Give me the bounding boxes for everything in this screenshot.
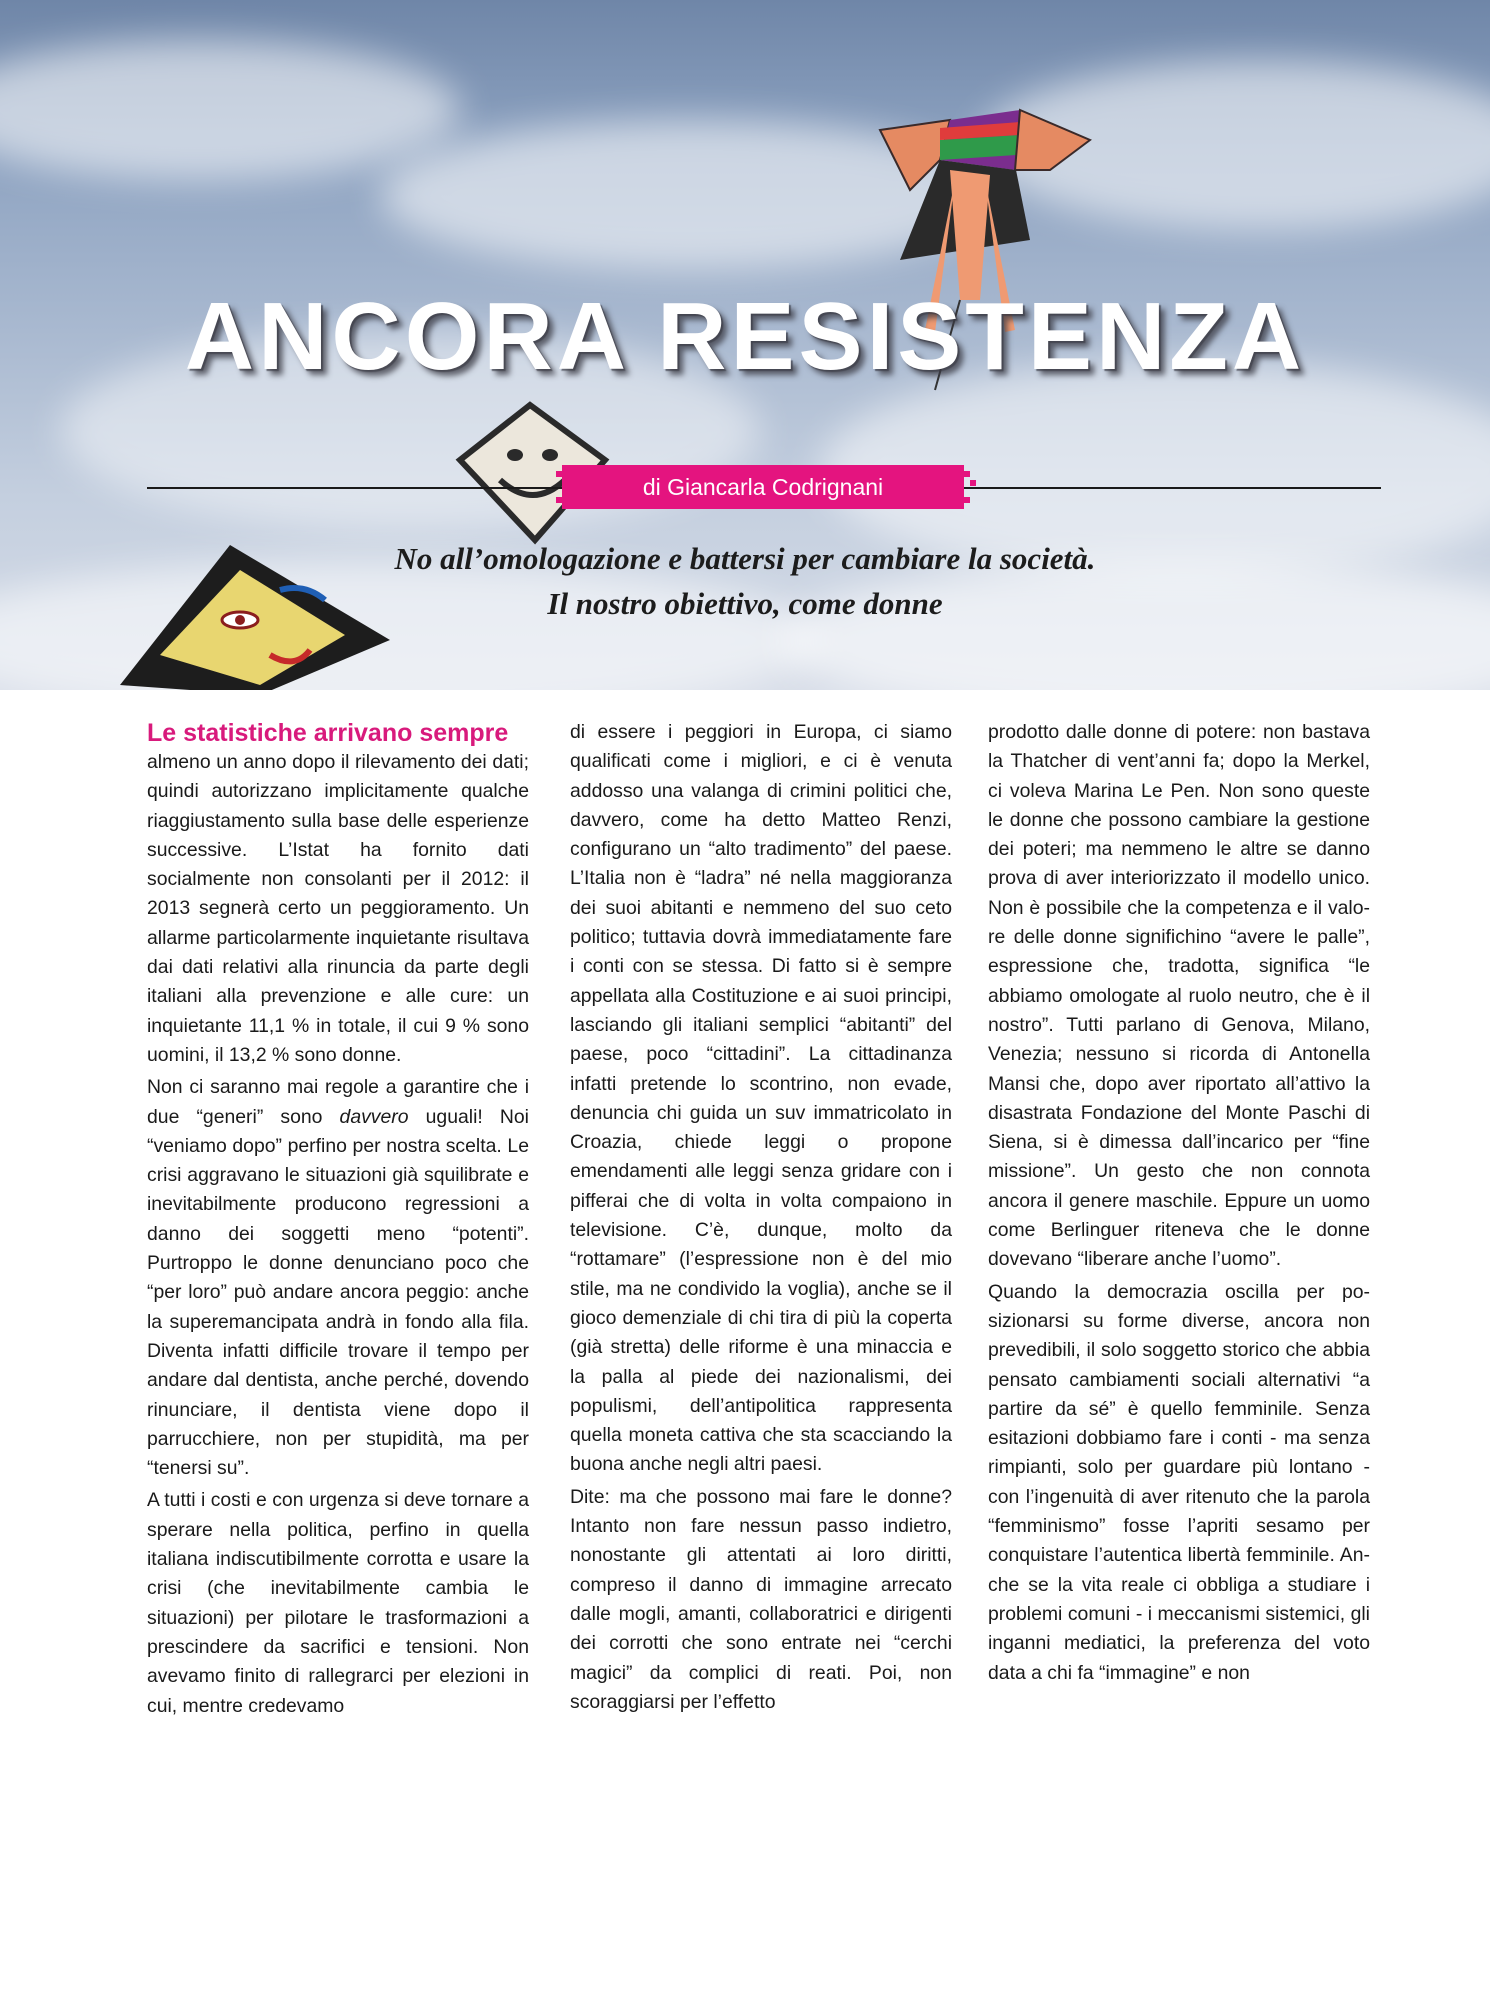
author-byline-text: di Giancarla Codrignani bbox=[642, 473, 884, 500]
paragraph-text: uguali! Noi “veniamo dopo” perfino per nostra scelta. Le crisi aggravano le situazioni già squilibrate e inevitabilmente producono regressioni a danno dei soggetti meno “potenti”. Purtroppo le donne denunciano poco che “per loro” può andare ancora peggio: anche la superemancipata andrà in fondo alla fila. Diventa infatti difficile trovare il tempo per andare dal dentista, anche perché, dovendo rinunciare, il dentista viene dopo il parrucchiere, non per stupidità, ma per “tenersi su”. bbox=[147, 1105, 529, 1480]
byline-pixel-decoration bbox=[964, 497, 970, 503]
lead-in-heading: Le statistiche arrivano sempre bbox=[147, 719, 509, 747]
paragraph-text: Non ci saranno mai regole a garantire che i due “generi” sono bbox=[147, 1076, 529, 1128]
article-title: ANCORA RESISTENZA bbox=[184, 283, 1306, 390]
paragraph: almeno un anno dopo il rilevamento dei dati; quindi autorizzano implicitamente qualche riaggiustamento sulla base delle esperienze successive. L’Istat ha fornito dati socialmente non consolanti per il 2012: il 2013 segnerà certo un peggioramento. Un allarme particolarmente inquietante risultava dai dati relativi alla rinuncia da parte degli italiani alla prevenzione e alle cure: un inquietante 11,1 % in totale, il cui 9 % sono uomini, il 13,2 % sono donne. bbox=[147, 751, 529, 1066]
byline-rule-right bbox=[960, 487, 1381, 489]
paragraph: A tutti i costi e con urgenza si deve tornare a sperare nella politica, perfino in quella italiana indiscutibilmente corrotta e usare la crisi (che inevitabilmente cambia le situazioni) per pilotare le trasformazioni a prescindere da sacrifici e tensioni. Non avevamo finito di rallegrarci per elezioni in cui, mentre credevamo bbox=[147, 1489, 529, 1717]
text-column-3 bbox=[988, 718, 1370, 1691]
subtitle-line-1: No all’omologazione e battersi per cambiare la società. bbox=[394, 541, 1096, 576]
author-byline bbox=[562, 465, 964, 509]
paragraph: Quando la democrazia oscilla per posizionarsi su forme diverse, ancora non prevedibili, il solo soggetto storico che abbia pensato cambiamenti sociali alternativi “a partire da sé” è quello femminile. Senza esitazioni dobbiamo fare i conti - ma senza rimpianti, solo per guardare più lontano - con l’ingenuità di aver ritenuto che la parola “femminismo” fosse l’apriti sesamo per conquistare l’autentica libertà femminile. Anche se la vita reale ci obbliga a studiare i problemi comuni - i meccanismi sistemici, gli inganni mediatici, la preferenza del voto data a chi fa “immagine” e non bbox=[988, 1280, 1370, 1684]
byline-pixel-decoration bbox=[964, 471, 970, 477]
paragraph: di essere i peggiori in Europa, ci siamo qualificati come i migliori, e ci è venuta addosso una valanga di crimini politici che, davvero, come ha detto Matteo Renzi, configurano un “alto tradimento” del paese. L’Italia non è “ladra” né nella maggioranza dei suoi abitanti e nemmeno del suo ceto politico; tuttavia dovrà immediatamente fare i conti con se stessa. Di fatto si è sempre appellata alla Costituzione e ai suoi principi, lasciando gli italiani semplici “abitanti” del paese, poco “cittadini”. La cittadinanza infatti pretende lo scontrino, non evade, denuncia chi guida un suv immatricolato in Croazia, chiede leggi o propone emendamenti alle leggi senza gridare con i pifferai che di volta in volta compaiono in televisione. C’è, dunque, molto da “rottamare” (l’espressione non è del mio stile, ma ne condivido la voglia), anche se il gioco demenziale di chi tira di più la coperta (già stretta) delle riforme è una minaccia e la palla al piede dei nazionalismi, dei populismi, dell’antipolitica rappresenta quella moneta cattiva che sta scacciando la buona anche negli altri paesi. bbox=[570, 721, 952, 1476]
article-subtitle bbox=[0, 536, 1490, 626]
text-column-2 bbox=[570, 718, 952, 1720]
paragraph: Dite: ma che possono mai fare le donne? Intanto non fare nessun passo indietro, nonostante gli attentati ai loro diritti, compreso il danno di immagine arrecato dalle mogli, amanti, collaboratrici e dirigenti dei corrotti che sono entrate nei “cerchi magici” da complici di reati. Poi, non scoraggiarsi per l’effetto bbox=[570, 1485, 952, 1713]
subtitle-line-2: Il nostro obiettivo, come donne bbox=[547, 586, 943, 621]
paragraph: prodotto dalle donne di potere: non bastava la Thatcher di vent’anni fa; dopo la Merkel, ci voleva Marina Le Pen. Non sono queste le donne che possono cambiare la gestione dei poteri; ma nemmeno le altre se danno prova di aver interiorizzato il modello unico. Non è possibile che la competenza e il valore delle donne significhino “avere le palle”, espressione che, tradotta, significa “le abbiamo omologate al ruolo neutro, che è il nostro”. Tutti parlano di Genova, Milano, Venezia; nessuno si ricorda di Antonella Mansi che, dopo aver riportato all’attivo la disastrata Fondazione del Monte Paschi di Siena, si è dimessa dall’incarico per “fine missione”. Un gesto che non connota ancora il genere maschile. Eppure un uomo come Berlinguer riteneva che le donne dovevano “liberare anche l’uomo”. bbox=[988, 721, 1370, 1271]
byline-pixel-decoration bbox=[970, 480, 976, 486]
paragraph bbox=[147, 1073, 529, 1483]
text-column-1 bbox=[147, 718, 529, 1724]
emphasis-text: davvero bbox=[339, 1105, 409, 1128]
byline-rule-left bbox=[147, 487, 567, 489]
